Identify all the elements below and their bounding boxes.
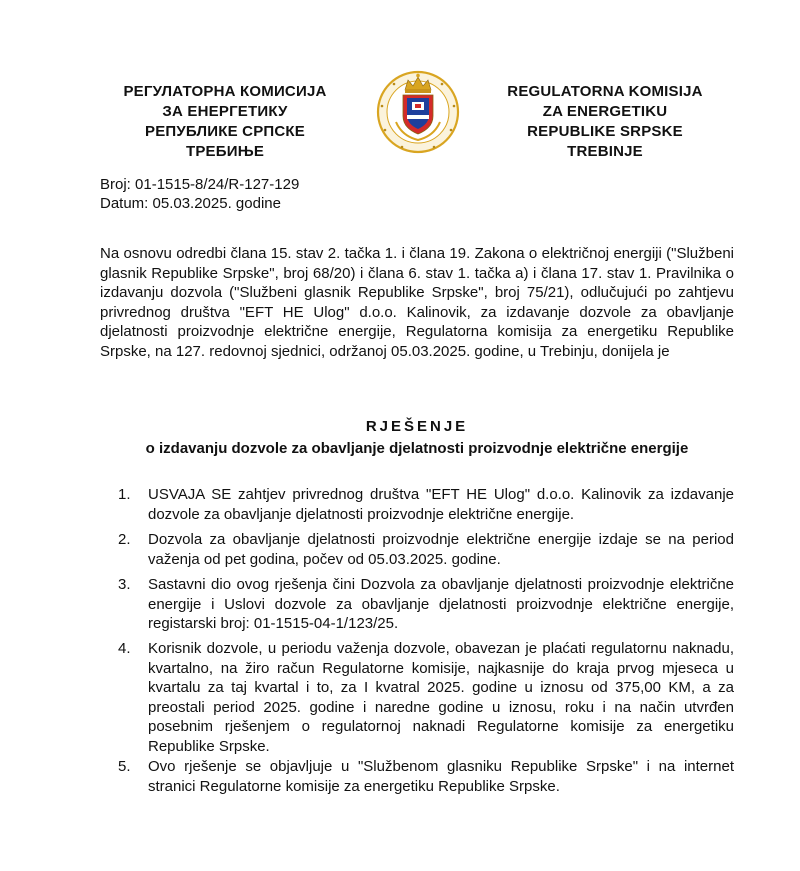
list-item-number: 4. [118, 640, 131, 657]
decision-title: RJEŠENJE [365, 418, 469, 435]
header-latin-line: ZA ENERGETIKU [542, 103, 668, 120]
list-item [118, 575, 734, 634]
list-item-text: Sastavni dio ovog rješenja čini Dozvola za obavljanje djelatnosti proizvodnje električne energije i Uslovi dozvole za obavljanje djelatnosti proizvodnje električne energije, registarski broj: 01-1515-04-1/123/25. [148, 576, 734, 632]
list-item [118, 485, 734, 524]
header-cyrillic-line: РЕПУБЛИКЕ СРПСКЕ [145, 123, 305, 140]
list-item-text: Korisnik dozvole, u periodu važenja dozvole, obavezan je plaćati regulatornu naknadu, kvartalno, na žiro račun Regulatorne komisije, najkasnije do kraja prvog mjeseca u kvartalu za taj kvartal i to, za I kvatral 2025. godine u iznosu od 375,00 KM, a za preostali period 2025. godine i naredne godine u iznosu, roku i na način utvrđen posebnim rješenjem o regulatornoj naknadi Regulatorne komisije za energetiku Republike Srpske. [148, 640, 734, 755]
document-date: Datum: 05.03.2025. godine [100, 195, 281, 212]
header-cyrillic-line: ЗА ЕНЕРГЕТИКУ [162, 103, 288, 120]
list-item-number: 2. [118, 531, 131, 548]
header-cyrillic-line: ТРЕБИЊЕ [185, 143, 265, 160]
document-number: Broj: 01-1515-8/24/R-127-129 [100, 176, 300, 193]
list-item-text: USVAJA SE zahtjev privrednog društva "EFT HE Ulog" d.o.o. Kalinovik za izdavanje dozvole za obavljanje djelatnosti proizvodnje električne energije. [148, 486, 734, 523]
header-latin [488, 82, 722, 162]
coat-of-arms-icon [372, 64, 464, 156]
decision-subtitle: o izdavanju dozvole za obavljanje djelatnosti proizvodnje električne energije [145, 440, 689, 457]
document-meta [100, 175, 299, 213]
list-item-number: 5. [118, 758, 131, 775]
header-cyrillic [100, 82, 350, 162]
list-item-text: Dozvola za obavljanje djelatnosti proizvodnje električne energije izdaje se na period važenja od pet godina, počev od 05.03.2025. godine. [148, 531, 734, 568]
list-item [118, 530, 734, 569]
header-latin-line: REGULATORNA KOMISIJA [507, 83, 703, 100]
list-item [118, 639, 734, 756]
intro-paragraph: Na osnovu odredbi člana 15. stav 2. tačka 1. i člana 19. Zakona o električnoj energiji ("Službeni glasnik Republike Srpske", broj 68/20) i člana 6. stav 1. tačka a) i člana 17. stav 1. Pravilnika o izdavanju dozvola ("Službeni glasnik Republike Srpske", broj 75/21), odlučujući po zahtjevu privrednog društva "EFT HE Ulog" d.o.o. Kalinovik, za izdavanje dozvole za obavljanje djelatnosti proizvodnje električne energije, Regulatorna komisija za energetiku Republike Srpske, na 127. redovnoj sjednici, održanoj 05.03.2025. godine, u Trebinju, donijela je [100, 245, 734, 360]
header-latin-line: TREBINJE [567, 143, 643, 160]
header-cyrillic-line: РЕГУЛАТОРНА КОМИСИЈА [123, 83, 327, 100]
list-item-text: Ovo rješenje se objavljuje u "Službenom glasniku Republike Srpske" i na internet stranici Regulatorne komisije za energetiku Republike Srpske. [148, 758, 734, 795]
list-item [118, 757, 734, 796]
list-item-number: 3. [118, 576, 131, 593]
header-latin-line: REPUBLIKE SRPSKE [527, 123, 683, 140]
list-item-number: 1. [118, 486, 131, 503]
